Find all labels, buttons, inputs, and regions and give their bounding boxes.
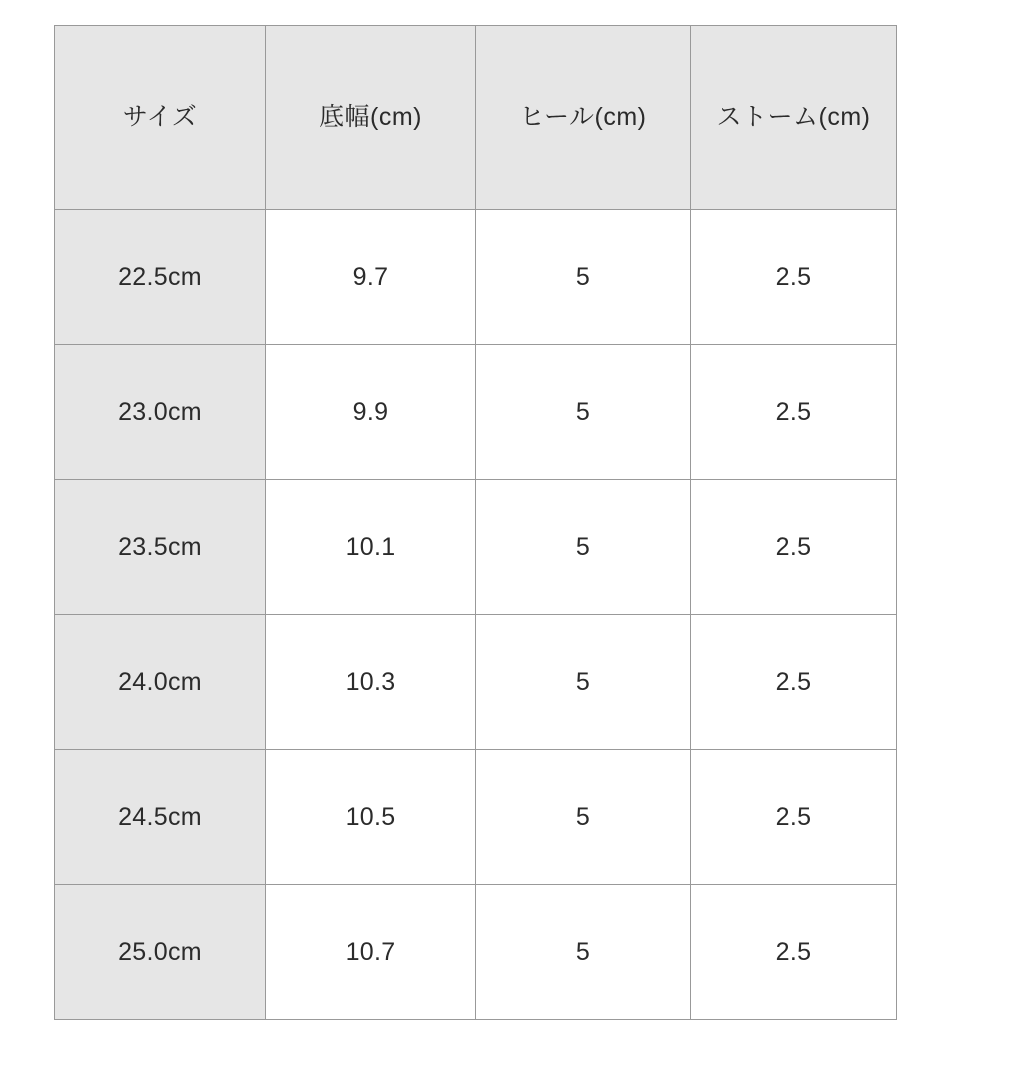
cell-sole-width [266, 885, 476, 1020]
cell-sole-width-value: 10.1 [345, 532, 396, 561]
column-header-size [55, 26, 266, 210]
cell-heel [476, 210, 691, 345]
cell-heel-value: 5 [575, 262, 591, 291]
cell-storm [691, 480, 897, 615]
column-header-storm [691, 26, 897, 210]
cell-heel-value: 5 [575, 532, 591, 561]
cell-heel [476, 750, 691, 885]
cell-sole-width-value: 10.7 [345, 937, 396, 966]
column-header-sole-width [266, 26, 476, 210]
cell-size: 24.5cm [118, 802, 202, 831]
cell-storm [691, 885, 897, 1020]
cell-heel [476, 615, 691, 750]
row-header-size [55, 615, 266, 750]
column-header-size-label: サイズ [122, 103, 198, 132]
column-header-heel [476, 26, 691, 210]
cell-sole-width-value: 10.3 [345, 667, 396, 696]
cell-sole-width [266, 345, 476, 480]
cell-storm-value: 2.5 [775, 262, 812, 291]
column-header-storm-label: ストーム(cm) [716, 103, 871, 132]
table-row [55, 750, 897, 885]
cell-size: 25.0cm [118, 937, 202, 966]
row-header-size [55, 480, 266, 615]
cell-storm-value: 2.5 [775, 937, 812, 966]
cell-storm-value: 2.5 [775, 532, 812, 561]
cell-heel-value: 5 [575, 802, 591, 831]
size-table-container [54, 25, 896, 1020]
cell-heel [476, 885, 691, 1020]
row-header-size [55, 345, 266, 480]
size-table [54, 25, 897, 1020]
cell-heel-value: 5 [575, 667, 591, 696]
table-header [55, 26, 897, 210]
column-header-heel-label: ヒール(cm) [519, 103, 647, 132]
cell-heel-value: 5 [575, 397, 591, 426]
cell-sole-width [266, 750, 476, 885]
cell-sole-width [266, 615, 476, 750]
cell-heel-value: 5 [575, 937, 591, 966]
cell-sole-width-value: 10.5 [345, 802, 396, 831]
cell-storm-value: 2.5 [775, 397, 812, 426]
cell-storm-value: 2.5 [775, 802, 812, 831]
column-header-sole-width-label: 底幅(cm) [319, 103, 422, 132]
cell-storm-value: 2.5 [775, 667, 812, 696]
table-header-row [55, 26, 897, 210]
cell-size: 23.0cm [118, 397, 202, 426]
table-row [55, 480, 897, 615]
cell-heel [476, 345, 691, 480]
cell-sole-width-value: 9.7 [352, 262, 389, 291]
cell-storm [691, 750, 897, 885]
table-row [55, 615, 897, 750]
cell-sole-width-value: 9.9 [352, 397, 389, 426]
row-header-size [55, 750, 266, 885]
cell-sole-width [266, 480, 476, 615]
cell-size: 22.5cm [118, 262, 202, 291]
row-header-size [55, 885, 266, 1020]
cell-storm [691, 345, 897, 480]
table-row [55, 345, 897, 480]
cell-heel [476, 480, 691, 615]
table-row [55, 210, 897, 345]
table-row [55, 885, 897, 1020]
cell-size: 23.5cm [118, 532, 202, 561]
cell-sole-width [266, 210, 476, 345]
table-body [55, 210, 897, 1020]
cell-size: 24.0cm [118, 667, 202, 696]
cell-storm [691, 210, 897, 345]
cell-storm [691, 615, 897, 750]
row-header-size [55, 210, 266, 345]
